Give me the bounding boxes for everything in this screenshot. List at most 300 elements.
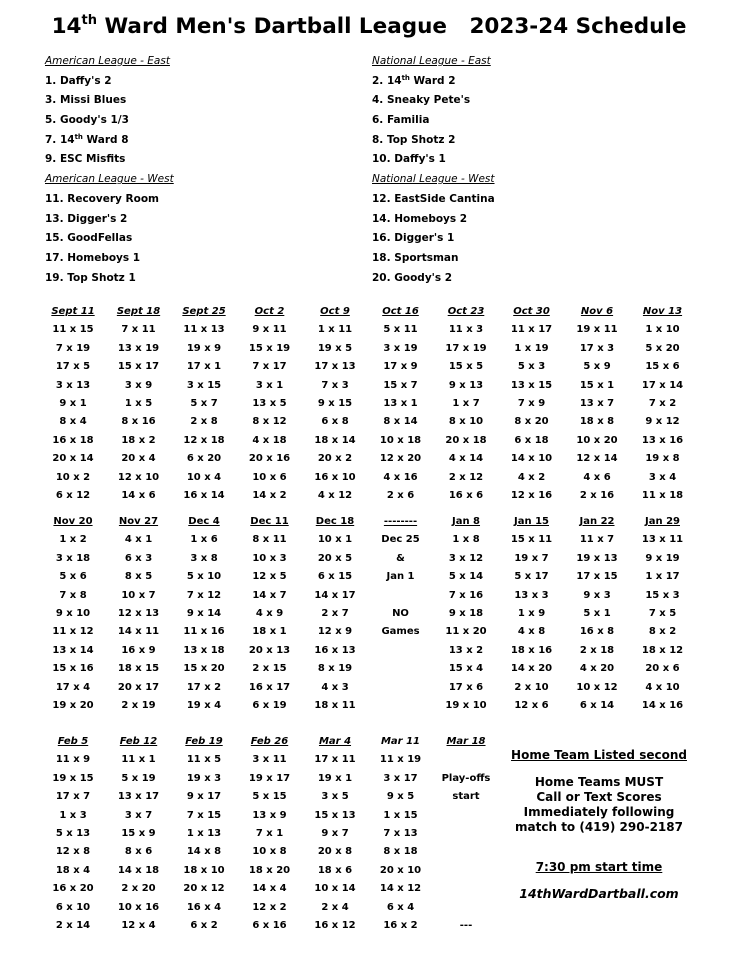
week-date: Mar 4 xyxy=(318,736,352,747)
matchup: 14 x 20 xyxy=(510,663,553,675)
matchup: 14 x 6 xyxy=(121,489,156,501)
matchup: 13 x 18 xyxy=(183,644,225,656)
matchup: 8 x 16 xyxy=(121,416,156,428)
matchup: 5 x 1 xyxy=(583,607,611,619)
matchup: 17 x 5 xyxy=(55,361,91,373)
week-column xyxy=(433,513,499,715)
matchup: 10 x 2 xyxy=(55,471,91,483)
week-column xyxy=(106,303,172,505)
matchup: 11 x 3 xyxy=(448,324,484,336)
matchup xyxy=(368,587,434,605)
matchup: 19 x 11 xyxy=(576,324,618,336)
team-name: 5. Goody's 1/3 xyxy=(45,114,129,127)
matchup: 17 x 1 xyxy=(186,361,222,373)
matchup xyxy=(433,899,499,917)
matchup: 2 x 8 xyxy=(190,416,218,428)
team-entry xyxy=(45,150,385,170)
matchup: 14 x 4 xyxy=(252,883,287,895)
team-entry xyxy=(372,190,712,210)
matchup: 6 x 12 xyxy=(55,489,91,501)
matchup: 4 x 2 xyxy=(517,471,546,483)
matchup: 14 x 11 xyxy=(117,626,160,638)
matchup: Play-offs xyxy=(441,772,491,784)
week-date: Nov 6 xyxy=(580,306,614,317)
page-title xyxy=(0,14,738,39)
matchup: 16 x 20 xyxy=(52,883,94,895)
matchup: 17 x 3 xyxy=(579,342,615,354)
matchup: 1 x 2 xyxy=(59,534,87,546)
matchup: 3 x 15 xyxy=(186,379,222,391)
team-name: 10. Daffy's 1 xyxy=(372,153,446,166)
week-column xyxy=(40,303,106,505)
matchup: 13 x 15 xyxy=(510,379,553,391)
league-division-header: American League - West xyxy=(45,173,174,186)
week-column xyxy=(40,513,106,715)
matchup: 2 x 10 xyxy=(514,681,549,693)
team-name: 4. Sneaky Pete's xyxy=(372,94,471,107)
matchup xyxy=(433,825,499,843)
week-date: Jan 8 xyxy=(451,516,481,527)
matchup: 15 x 16 xyxy=(52,663,94,675)
matchup xyxy=(368,679,434,697)
matchup: 14 x 18 xyxy=(117,864,160,876)
matchup: 12 x 14 xyxy=(576,453,618,465)
matchup: 16 x 13 xyxy=(314,644,356,656)
matchup: 7 x 12 xyxy=(186,589,222,601)
matchup: 6 x 2 xyxy=(190,919,218,931)
matchup: 13 x 1 xyxy=(383,397,418,409)
matchup: Dec 25 xyxy=(381,534,420,546)
matchup: 14 x 2 xyxy=(252,489,287,501)
week-date: Sept 18 xyxy=(116,306,161,317)
matchup: 8 x 18 xyxy=(383,846,418,858)
matchup: 20 x 17 xyxy=(117,681,160,693)
matchup: Jan 1 xyxy=(386,571,415,583)
team-name: 2. 14 xyxy=(372,74,402,87)
matchup: 4 x 14 xyxy=(448,453,484,465)
matchup: 15 x 6 xyxy=(645,361,680,373)
matchup: 7 x 19 xyxy=(55,342,91,354)
week-column xyxy=(237,303,303,505)
matchup: 10 x 3 xyxy=(252,552,287,564)
matchup: start xyxy=(452,791,480,803)
matchup: 16 x 10 xyxy=(314,471,356,483)
matchup: 8 x 2 xyxy=(648,626,677,638)
matchup: 16 x 4 xyxy=(186,901,222,913)
matchup: 12 x 8 xyxy=(55,846,91,858)
matchup: 6 x 20 xyxy=(186,453,222,465)
week-date: Feb 19 xyxy=(185,736,223,747)
score-reporting-note xyxy=(502,775,696,835)
matchup xyxy=(433,807,499,825)
matchup xyxy=(368,642,434,660)
matchup: 20 x 10 xyxy=(379,864,422,876)
week-column xyxy=(302,303,368,505)
matchup: 9 x 11 xyxy=(252,324,287,336)
team-entry xyxy=(372,210,712,230)
team-ordinal: th xyxy=(401,73,410,82)
matchup: 11 x 7 xyxy=(579,534,615,546)
matchup: 11 x 13 xyxy=(183,324,225,336)
week-date: Nov 13 xyxy=(642,306,683,317)
matchup: 18 x 10 xyxy=(183,864,225,876)
matchup: 6 x 15 xyxy=(317,571,353,583)
matchup: 3 x 8 xyxy=(190,552,218,564)
matchup: 5 x 10 xyxy=(186,571,222,583)
matchup: 18 x 11 xyxy=(314,699,356,711)
matchup: 18 x 8 xyxy=(579,416,615,428)
matchup: 11 x 18 xyxy=(641,489,684,501)
week-date: Feb 12 xyxy=(119,736,158,747)
matchup: 5 x 3 xyxy=(517,361,546,373)
week-column xyxy=(237,513,303,715)
matchup: 2 x 12 xyxy=(448,471,484,483)
team-entry xyxy=(45,229,385,249)
week-date: Feb 5 xyxy=(57,736,89,747)
week-column xyxy=(171,733,237,935)
matchup: 6 x 4 xyxy=(386,901,415,913)
week-column xyxy=(433,303,499,505)
matchup: 17 x 7 xyxy=(55,791,91,803)
matchup: 9 x 19 xyxy=(645,552,680,564)
matchup: 5 x 19 xyxy=(121,772,156,784)
week-date: Oct 9 xyxy=(320,306,350,317)
matchup: 16 x 8 xyxy=(579,626,615,638)
matchup: 1 x 6 xyxy=(190,534,218,546)
team-entry xyxy=(372,150,712,170)
matchup: 5 x 14 xyxy=(448,571,484,583)
matchup: 12 x 9 xyxy=(317,626,353,638)
matchup: 16 x 2 xyxy=(383,919,418,931)
matchup: 10 x 20 xyxy=(576,434,618,446)
matchup: 18 x 2 xyxy=(121,434,156,446)
matchup: 8 x 14 xyxy=(383,416,418,428)
matchup: 12 x 10 xyxy=(117,471,160,483)
week-column xyxy=(171,513,237,715)
team-name: 7. 14 xyxy=(45,133,75,146)
week-column xyxy=(302,513,368,715)
matchup: 17 x 6 xyxy=(448,681,484,693)
matchup: 1 x 10 xyxy=(645,324,680,336)
matchup: 13 x 7 xyxy=(579,397,615,409)
matchup: 2 x 15 xyxy=(252,663,287,675)
matchup: 4 x 18 xyxy=(252,434,287,446)
website-link[interactable]: 14thWardDartball.com xyxy=(519,886,679,901)
matchup: 3 x 1 xyxy=(255,379,284,391)
matchup: 3 x 12 xyxy=(448,552,484,564)
matchup: 7 x 15 xyxy=(186,809,222,821)
matchup: 15 x 17 xyxy=(117,361,160,373)
start-time-note: 7:30 pm start time xyxy=(535,860,663,874)
matchup: 15 x 1 xyxy=(579,379,615,391)
matchup: 5 x 11 xyxy=(383,324,418,336)
matchup: 5 x 15 xyxy=(252,791,287,803)
team-name: 17. Homeboys 1 xyxy=(45,251,141,264)
team-name: 9. ESC Misfits xyxy=(45,153,126,166)
matchup: 5 x 17 xyxy=(514,571,549,583)
matchup: 20 x 16 xyxy=(248,453,291,465)
week-date: Jan 29 xyxy=(645,516,680,527)
matchup: NO xyxy=(392,607,409,619)
matchup: 19 x 9 xyxy=(186,342,222,354)
team-name: 14. Homeboys 2 xyxy=(372,212,468,225)
matchup: 3 x 13 xyxy=(55,379,91,391)
week-date: Sept 25 xyxy=(182,306,226,317)
week-date: -------- xyxy=(383,516,418,527)
team-entry xyxy=(372,91,712,111)
matchup: --- xyxy=(459,919,473,931)
matchup: 17 x 9 xyxy=(383,361,418,373)
matchup: 3 x 5 xyxy=(321,791,349,803)
matchup: 15 x 4 xyxy=(448,663,484,675)
team-name: 18. Sportsman xyxy=(372,251,459,264)
matchup: 14 x 7 xyxy=(252,589,287,601)
title-number: 14 xyxy=(51,14,82,39)
matchup: 1 x 17 xyxy=(645,571,680,583)
matchup: 3 x 4 xyxy=(648,471,677,483)
matchup: 1 x 5 xyxy=(124,397,153,409)
matchup: 16 x 18 xyxy=(52,434,94,446)
matchup: 11 x 19 xyxy=(379,754,422,766)
matchup: 2 x 4 xyxy=(321,901,349,913)
team-name: 6. Familia xyxy=(372,114,430,127)
matchup: 6 x 18 xyxy=(514,434,549,446)
matchup: 13 x 14 xyxy=(52,644,94,656)
matchup: 9 x 15 xyxy=(317,397,353,409)
title-season: 2023-24 Schedule xyxy=(469,14,687,39)
week-column xyxy=(106,733,172,935)
matchup: 19 x 15 xyxy=(52,772,94,784)
league-division-header: National League - West xyxy=(372,173,495,186)
matchup: 8 x 6 xyxy=(124,846,153,858)
matchup: 16 x 6 xyxy=(448,489,484,501)
week-date: Sept 11 xyxy=(51,306,95,317)
matchup: 5 x 7 xyxy=(190,397,218,409)
week-date: Dec 11 xyxy=(250,516,289,527)
matchup: 2 x 6 xyxy=(386,489,415,501)
matchup: 14 x 12 xyxy=(379,883,422,895)
matchup: 20 x 18 xyxy=(445,434,487,446)
week-column xyxy=(630,513,696,715)
matchup: 2 x 19 xyxy=(121,699,156,711)
matchup: 16 x 12 xyxy=(314,919,356,931)
week-column xyxy=(368,303,434,505)
week-date: Jan 15 xyxy=(514,516,549,527)
matchup: 8 x 4 xyxy=(59,416,87,428)
matchup: 11 x 16 xyxy=(183,626,225,638)
week-date: Oct 2 xyxy=(254,306,285,317)
matchup: 4 x 10 xyxy=(645,681,680,693)
team-name-rest: Ward 2 xyxy=(409,74,456,87)
matchup: 1 x 19 xyxy=(514,342,549,354)
matchup: 13 x 3 xyxy=(514,589,549,601)
week-column xyxy=(433,733,499,935)
matchup xyxy=(433,880,499,898)
matchup: 10 x 18 xyxy=(379,434,422,446)
week-date: Mar 11 xyxy=(380,736,421,747)
matchup: 5 x 13 xyxy=(55,827,91,839)
team-entry xyxy=(372,111,712,131)
matchup: 7 x 1 xyxy=(255,827,284,839)
matchup: 19 x 8 xyxy=(645,453,680,465)
team-name-rest: Ward 8 xyxy=(82,133,129,146)
matchup: 17 x 2 xyxy=(186,681,222,693)
matchup: 18 x 20 xyxy=(248,864,291,876)
matchup: 18 x 1 xyxy=(252,626,287,638)
matchup: 13 x 11 xyxy=(641,534,684,546)
matchup: 14 x 17 xyxy=(314,589,356,601)
team-list-american xyxy=(45,52,385,288)
matchup: 19 x 13 xyxy=(576,552,618,564)
matchup: 20 x 8 xyxy=(317,846,353,858)
matchup: 4 x 20 xyxy=(579,663,615,675)
matchup: 4 x 9 xyxy=(255,607,284,619)
matchup: 7 x 17 xyxy=(252,361,287,373)
matchup: 11 x 20 xyxy=(445,626,487,638)
matchup: 17 x 4 xyxy=(55,681,91,693)
matchup: 18 x 4 xyxy=(55,864,91,876)
matchup: 7 x 3 xyxy=(321,379,349,391)
matchup: 9 x 12 xyxy=(645,416,680,428)
matchup: 5 x 20 xyxy=(645,342,680,354)
note-line: Call or Text Scores xyxy=(536,790,662,804)
matchup: 11 x 5 xyxy=(186,754,222,766)
matchup: 19 x 3 xyxy=(186,772,222,784)
team-ordinal: th xyxy=(74,132,83,141)
matchup: 7 x 2 xyxy=(648,397,677,409)
matchup: 8 x 11 xyxy=(252,534,287,546)
matchup: 4 x 16 xyxy=(383,471,418,483)
matchup: 20 x 6 xyxy=(645,663,680,675)
team-entry xyxy=(45,210,385,230)
matchup: 6 x 8 xyxy=(321,416,349,428)
matchup: 1 x 11 xyxy=(317,324,353,336)
matchup: 3 x 11 xyxy=(252,754,287,766)
matchup: 5 x 9 xyxy=(583,361,611,373)
matchup: 19 x 4 xyxy=(186,699,222,711)
matchup: 2 x 7 xyxy=(321,607,349,619)
note-line: Home Teams MUST xyxy=(534,775,664,789)
matchup: 19 x 17 xyxy=(248,772,291,784)
matchup: 10 x 12 xyxy=(576,681,618,693)
team-entry xyxy=(372,269,712,289)
matchup: 8 x 12 xyxy=(252,416,287,428)
title-league: Ward Men's Dartball League xyxy=(97,14,447,39)
matchup: 12 x 13 xyxy=(117,607,160,619)
note-line: Immediately following xyxy=(523,805,675,819)
matchup: 14 x 8 xyxy=(186,846,222,858)
matchup: 6 x 16 xyxy=(252,919,287,931)
matchup: 9 x 13 xyxy=(448,379,484,391)
matchup: 20 x 5 xyxy=(317,552,353,564)
matchup xyxy=(433,862,499,880)
matchup: 2 x 16 xyxy=(579,489,615,501)
matchup: 13 x 16 xyxy=(641,434,684,446)
matchup: 18 x 16 xyxy=(510,644,553,656)
matchup: 7 x 16 xyxy=(448,589,484,601)
matchup: 19 x 10 xyxy=(445,699,487,711)
team-name: 11. Recovery Room xyxy=(45,192,159,205)
matchup: 3 x 18 xyxy=(55,552,91,564)
matchup xyxy=(368,660,434,678)
matchup: 4 x 3 xyxy=(321,681,349,693)
matchup: 13 x 9 xyxy=(252,809,287,821)
matchup: 9 x 17 xyxy=(186,791,222,803)
matchup: 1 x 8 xyxy=(452,534,480,546)
matchup: 17 x 13 xyxy=(314,361,356,373)
matchup: 9 x 5 xyxy=(386,791,415,803)
matchup: 15 x 19 xyxy=(248,342,291,354)
matchup: 4 x 6 xyxy=(583,471,611,483)
matchup: 4 x 8 xyxy=(517,626,546,638)
team-name: 19. Top Shotz 1 xyxy=(45,271,136,284)
week-column xyxy=(564,303,630,505)
matchup: 12 x 2 xyxy=(252,901,287,913)
week-date: Jan 22 xyxy=(579,516,615,527)
team-name: 15. GoodFellas xyxy=(45,232,133,245)
matchup: 20 x 2 xyxy=(317,453,353,465)
matchup xyxy=(368,697,434,715)
week-date: Dec 18 xyxy=(315,516,355,527)
matchup: 20 x 13 xyxy=(248,644,291,656)
note-line: match to (419) 290-2187 xyxy=(515,820,683,834)
week-column xyxy=(40,733,106,935)
matchup: 10 x 4 xyxy=(186,471,222,483)
matchup: 12 x 20 xyxy=(379,453,422,465)
matchup: 17 x 15 xyxy=(576,571,618,583)
matchup: 19 x 1 xyxy=(317,772,353,784)
team-entry xyxy=(45,111,385,131)
team-name: 1. Daffy's 2 xyxy=(45,74,112,87)
team-entry xyxy=(45,131,385,151)
matchup: 15 x 13 xyxy=(314,809,356,821)
matchup: 8 x 10 xyxy=(448,416,484,428)
week-date: Nov 27 xyxy=(118,516,159,527)
matchup: 10 x 6 xyxy=(252,471,287,483)
matchup: 11 x 1 xyxy=(121,754,156,766)
matchup: 13 x 19 xyxy=(117,342,160,354)
week-date: Oct 23 xyxy=(447,306,485,317)
matchup: 3 x 9 xyxy=(124,379,153,391)
matchup: 2 x 18 xyxy=(579,644,615,656)
matchup: 15 x 9 xyxy=(121,827,156,839)
team-name: 13. Digger's 2 xyxy=(45,212,128,225)
matchup xyxy=(433,751,499,769)
matchup: 14 x 10 xyxy=(510,453,553,465)
matchup: 15 x 5 xyxy=(448,361,484,373)
matchup: 6 x 14 xyxy=(579,699,615,711)
team-entry xyxy=(45,249,385,269)
matchup: 3 x 19 xyxy=(383,342,418,354)
team-entry xyxy=(372,131,712,151)
week-column xyxy=(564,513,630,715)
matchup: 12 x 4 xyxy=(121,919,156,931)
team-name: 12. EastSide Cantina xyxy=(372,192,495,205)
matchup: 19 x 7 xyxy=(514,552,549,564)
matchup: 15 x 3 xyxy=(645,589,680,601)
matchup: 8 x 20 xyxy=(514,416,549,428)
matchup: 9 x 18 xyxy=(448,607,484,619)
matchup: 11 x 17 xyxy=(510,324,553,336)
home-team-note: Home Team Listed second xyxy=(511,748,687,762)
matchup: 6 x 19 xyxy=(252,699,287,711)
matchup: 5 x 6 xyxy=(59,571,87,583)
team-list-national xyxy=(372,52,712,288)
matchup: 12 x 18 xyxy=(183,434,225,446)
matchup: 3 x 7 xyxy=(124,809,153,821)
week-column xyxy=(171,303,237,505)
matchup: 10 x 8 xyxy=(252,846,287,858)
